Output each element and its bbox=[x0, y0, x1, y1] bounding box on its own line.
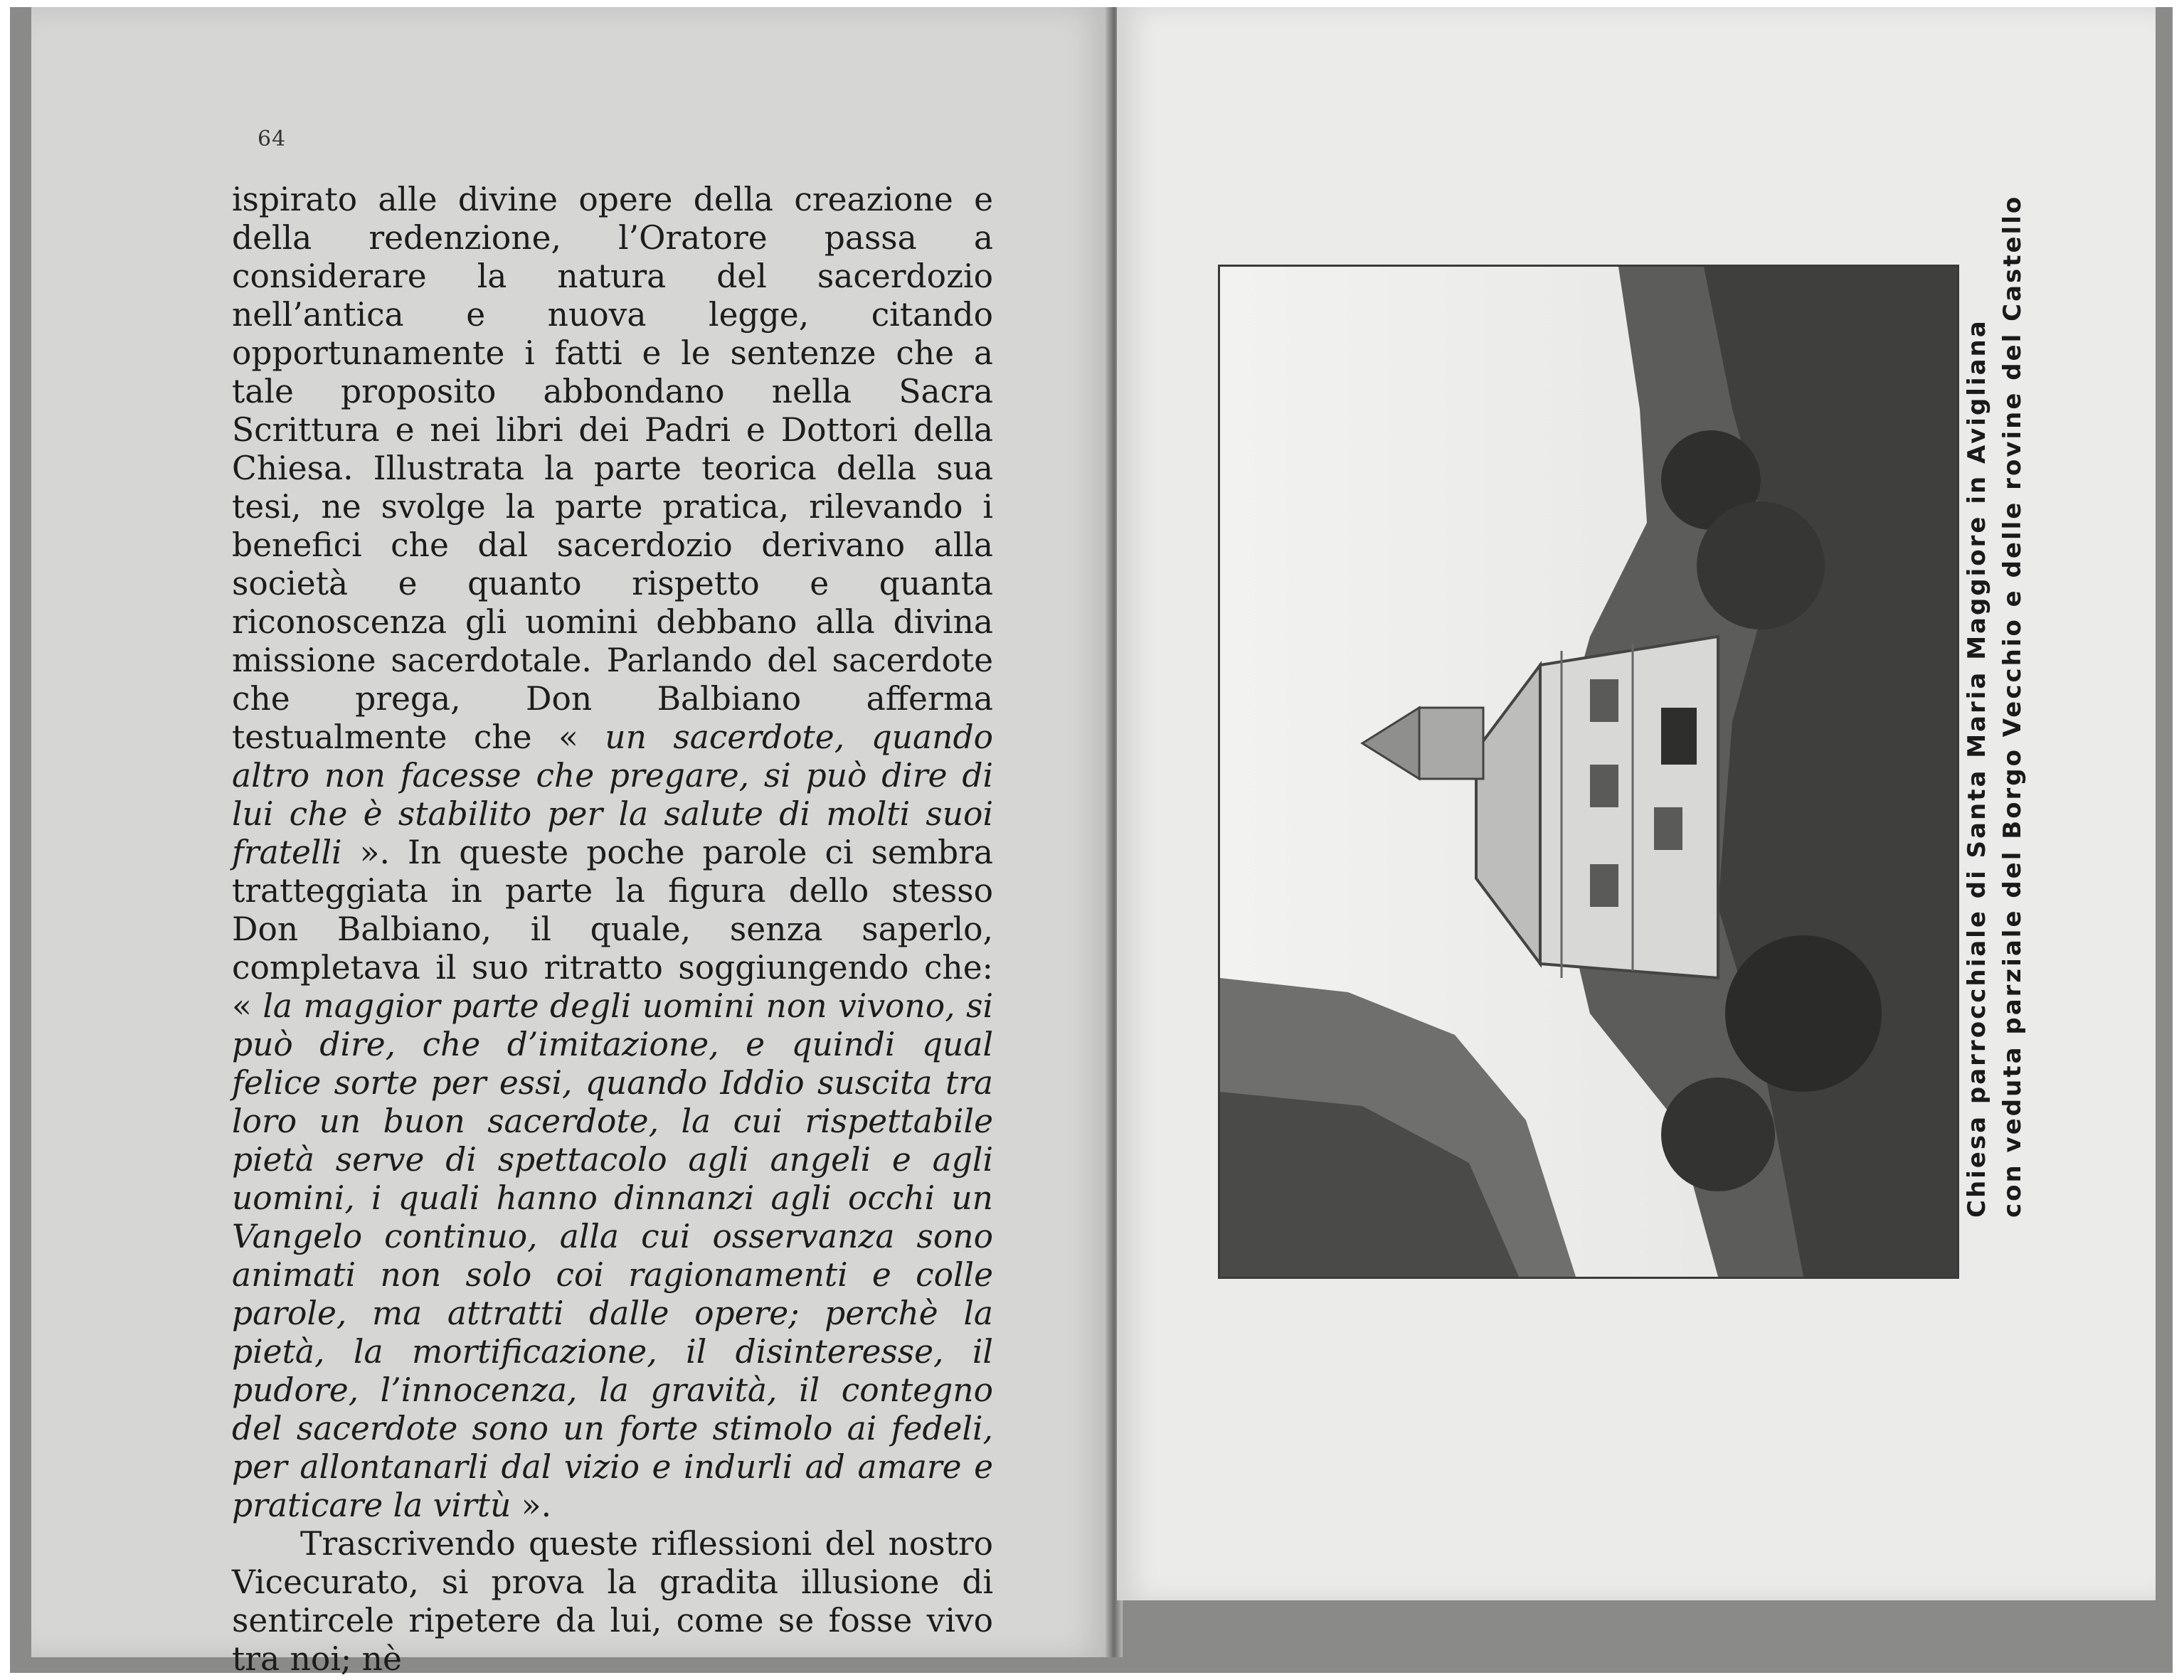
body-text bbox=[232, 181, 993, 1679]
caption-line-2: con veduta parziale del Borgo Vecchio e delle rovine del Castello bbox=[1998, 194, 2027, 1218]
church-photograph-image bbox=[1220, 267, 1957, 1277]
page-number: 64 bbox=[258, 127, 287, 151]
church-photograph bbox=[1218, 265, 1959, 1279]
left-page bbox=[31, 7, 1113, 1678]
paragraph-1: ispirato alle divine opere della creazione e della redenzione, l’Oratore passa a considerare la natura del sacerdozio nell’antica e nuova legge, citando opportunamente i fatti e le sentenze che a tale proposito abbondano nella Sacra Scrittura e nei libri dei Padri e Dottori della Chiesa. Illustrata la parte teorica della sua tesi, ne svolge la parte pratica, rilevando i benefici che dal sacerdozio derivano alla società e quanto rispetto e quanta riconoscenza gli uomini debbano alla divina missione sacerdotale. Parlando del sacerdote che prega, Don Balbiano afferma testualmente che « un sacerdote, quando altro non facesse che pregare, si può dire di lui che è stabilito per la salute di molti suoi fratelli ». In queste poche parole ci sembra tratteggiata in parte la figura dello stesso Don Balbiano, il quale, senza saperlo, completava il suo ritratto soggiungendo che: « la maggior parte degli uomini non vivono, si può dire, che d’imitazione, e quindi qual felice sorte per essi, quando Iddio suscita tra loro un buon sacerdote, la cui rispettabile pietà serve di spettacolo agli angeli e agli uomini, i quali hanno dinnanzi agli occhi un Vangelo continuo, alla cui osservanza sono animati non solo coi ragionamenti e colle parole, ma attratti dalle opere; perchè la pietà, la mortificazione, il disinteresse, il pudore, l’innocenza, la gravità, il contegno del sacerdote sono un forte stimolo ai fedeli, per allontanarli dal vizio e indurli ad amare e praticare la virtù ». bbox=[232, 181, 993, 1524]
paragraph-2: Trascrivendo queste riflessioni del nostro Vicecurato, si prova la gradita illusione di sentircele ripetere da lui, come se fosse vivo tra noi; nè bbox=[232, 1525, 993, 1678]
caption-line-1: Chiesa parrocchiale di Santa Maria Maggiore in Avigliana bbox=[1963, 319, 1991, 1218]
